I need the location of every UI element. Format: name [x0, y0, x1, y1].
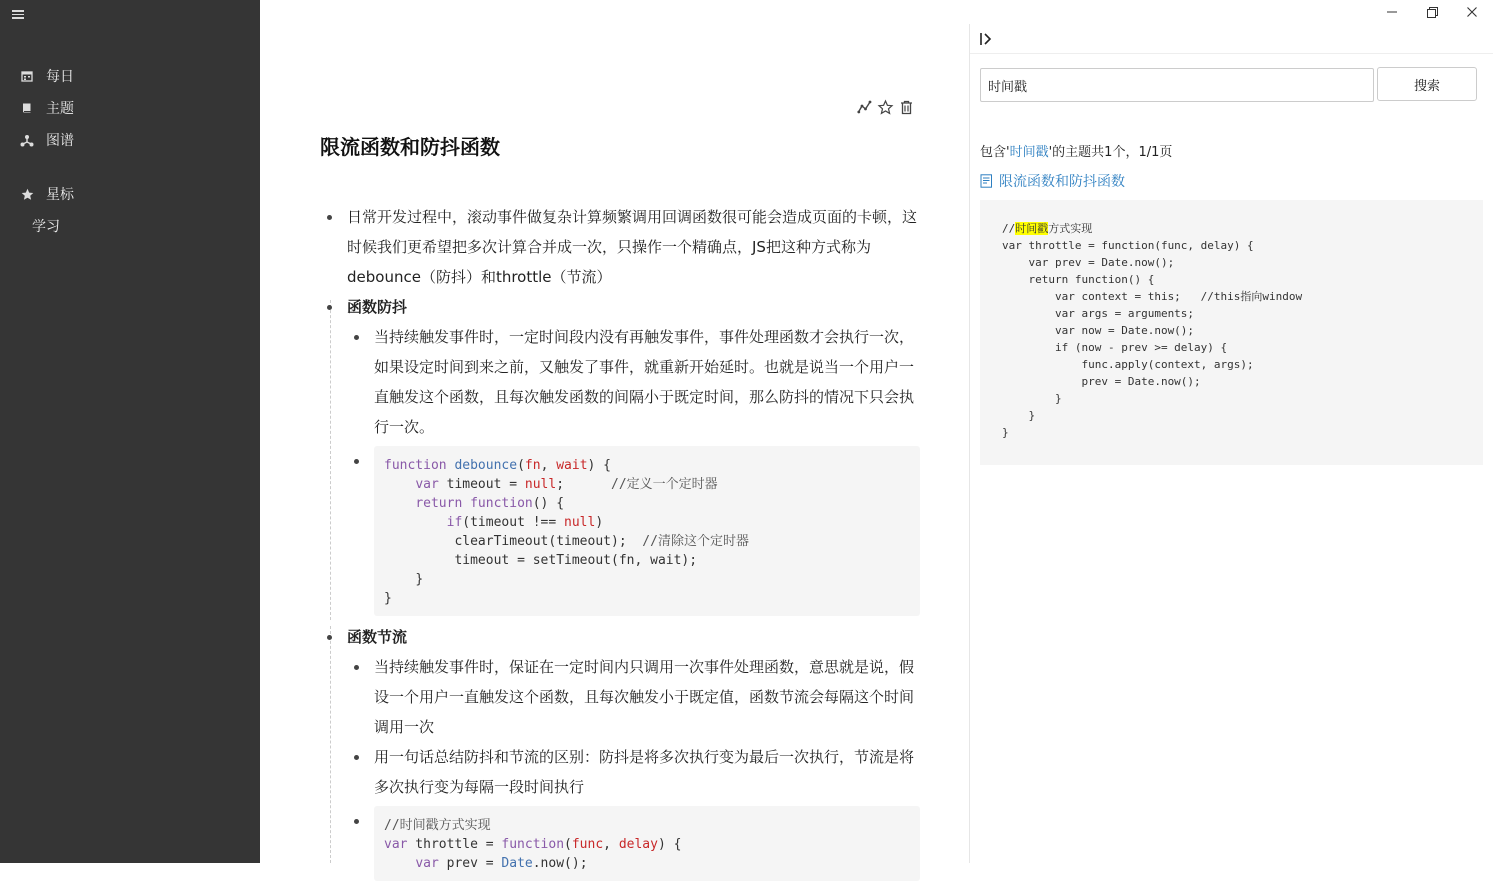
graph-link-icon[interactable]	[857, 98, 872, 116]
list-item	[320, 292, 920, 322]
collapse-panel-icon[interactable]	[979, 31, 993, 47]
hamburger-menu-icon[interactable]	[12, 8, 24, 20]
minimize-icon[interactable]	[1382, 2, 1402, 22]
search-result-summary: 包含'时间戳'的主题共1个，1/1页	[980, 145, 1173, 160]
snippet-line: var throttle = function(func, delay) {	[1002, 239, 1254, 252]
list-item	[320, 322, 920, 442]
close-icon[interactable]	[1462, 2, 1482, 22]
intro-text: 日常开发过程中，滚动事件做复杂计算频繁调用回调函数很可能会造成页面的卡顿，这时候我们更希望把多次计算合并成一次，只操作一个精确点，JS把这种方式称为debounce（防抖）和throttle（节流）	[347, 208, 918, 286]
document-editor	[260, 0, 969, 871]
snippet-line: var now = Date.now();	[1002, 324, 1195, 337]
starred-item-study[interactable]	[0, 210, 260, 242]
sidebar-item-label: 主题	[46, 101, 74, 117]
search-panel	[969, 24, 1492, 863]
search-result-snippet: //时间戳方式实现 var throttle = function(func, delay) { var prev = Date.now(); return function() { var context = this; //this指向window var args = arguments; var now = Date.now(); if (now - prev >= delay) { func.apply(context, args); prev = Date.now(); } } }	[980, 200, 1483, 465]
search-input[interactable]	[980, 68, 1374, 102]
snippet-line: if (now - prev >= delay) {	[1002, 341, 1228, 354]
star-outline-icon[interactable]	[878, 98, 893, 116]
snippet-line: func.apply(context, args);	[1002, 358, 1254, 371]
debounce-code-block: function debounce(fn, wait) { var timeout = null; //定义一个定时器 return function() { if(timeout !== null) clearTimeout(timeout); //清除这个定时器 timeout = setTimeout(fn, wait); } }	[374, 446, 920, 616]
snippet-line: }	[1002, 409, 1036, 422]
list-item	[320, 806, 920, 881]
document-toolbar	[857, 98, 914, 116]
search-panel-header	[970, 24, 1493, 54]
snippet-line: var prev = Date.now();	[1002, 256, 1175, 269]
summary-text: 用一句话总结防抖和节流的区别：防抖是将多次执行变为最后一次执行，节流是将多次执行变为每隔一段时间执行	[374, 748, 915, 796]
sidebar-item-label: 星标	[46, 187, 74, 203]
debounce-heading: 函数防抖	[347, 298, 408, 316]
starred-item-label: 学习	[32, 219, 60, 235]
list-item	[320, 652, 920, 742]
snippet-line: var args = arguments;	[1002, 307, 1195, 320]
sidebar-item-daily[interactable]	[0, 60, 260, 92]
document-title: 限流函数和防抖函数	[320, 135, 500, 159]
book-icon	[20, 101, 34, 115]
snippet-line: prev = Date.now();	[1002, 375, 1201, 388]
sidebar-nav	[0, 60, 260, 242]
sidebar-item-label: 每日	[46, 69, 74, 85]
snippet-line: return function() {	[1002, 273, 1155, 286]
list-item	[320, 742, 920, 802]
debounce-desc: 当持续触发事件时，一定时间段内没有再触发事件，事件处理函数才会执行一次，如果设定时间到来之前，又触发了事件，就重新开始延时。也就是说当一个用户一直触发这个函数，且每次触发函数的间隔小于既定时间，那么防抖的情况下只会执行一次。	[374, 328, 915, 436]
sidebar-item-graph[interactable]	[0, 124, 260, 156]
list-item	[320, 622, 920, 652]
list-item	[320, 202, 920, 292]
star-icon	[20, 187, 34, 201]
snippet-line: var context = this; //this指向window	[1002, 290, 1303, 303]
snippet-line: }	[1002, 392, 1062, 405]
throttle-heading: 函数节流	[347, 628, 408, 646]
search-result-title: 限流函数和防抖函数	[999, 174, 1125, 190]
throttle-code-block: //时间戳方式实现 var throttle = function(func, delay) { var prev = Date.now();	[374, 806, 920, 881]
sidebar-item-starred[interactable]	[0, 178, 260, 210]
sidebar-item-topics[interactable]	[0, 92, 260, 124]
sidebar-item-label: 图谱	[46, 133, 74, 149]
throttle-desc: 当持续触发事件时，保证在一定时间内只调用一次事件处理函数，意思就是说，假设一个用户一直触发这个函数，且每次触发小于既定值，函数节流会每隔这个时间调用一次	[374, 658, 915, 736]
sidebar	[0, 0, 260, 863]
list-item	[320, 446, 920, 616]
calendar-icon	[20, 69, 34, 83]
document-icon	[980, 174, 993, 188]
restore-icon[interactable]	[1422, 2, 1442, 22]
document-content[interactable]	[320, 202, 920, 887]
snippet-line: }	[1002, 426, 1009, 439]
graph-icon	[20, 133, 34, 147]
trash-icon[interactable]	[899, 98, 914, 116]
search-button[interactable]: 搜索	[1377, 67, 1477, 101]
search-result-link[interactable]	[980, 171, 1125, 191]
